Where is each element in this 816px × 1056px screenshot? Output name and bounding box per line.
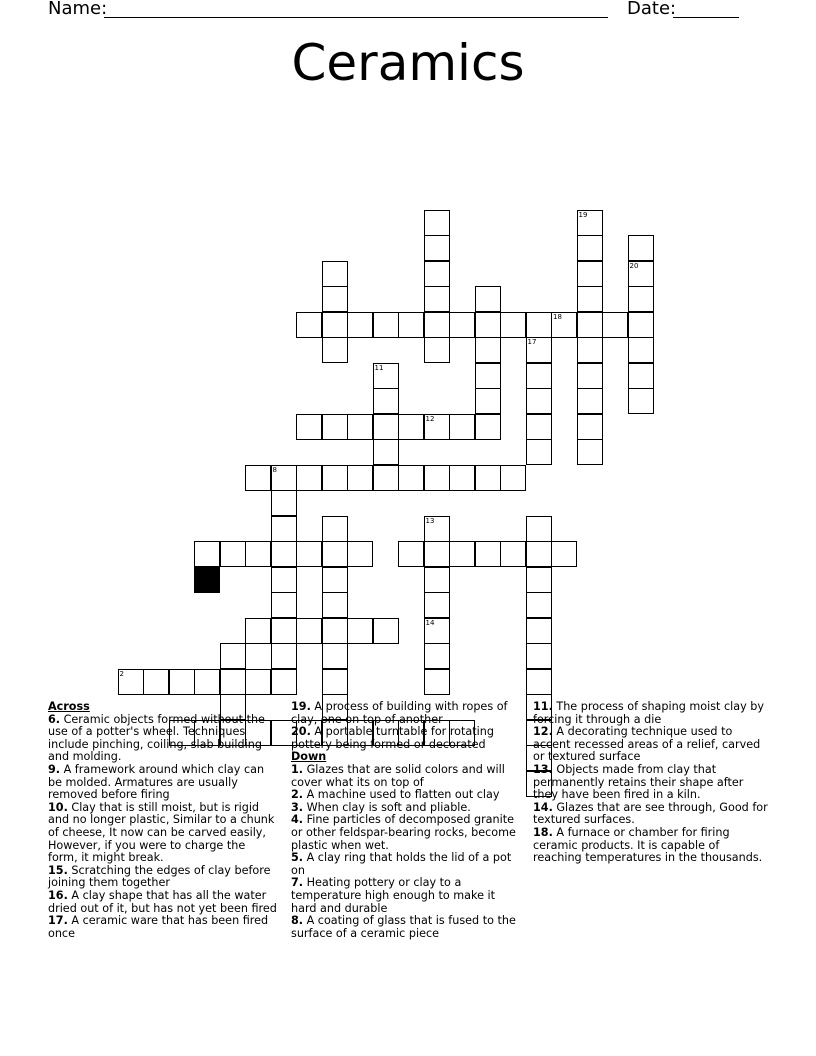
crossword-cell[interactable] xyxy=(577,388,603,414)
crossword-cell[interactable] xyxy=(373,363,399,389)
clue-text: A ceramic ware that has been fired once xyxy=(48,914,269,940)
clue-text: A coating of glass that is fused to the surface of a ceramic piece xyxy=(291,914,516,940)
crossword-cell[interactable] xyxy=(322,414,348,440)
crossword-cell[interactable] xyxy=(526,643,552,669)
clue-text: A clay ring that holds the lid of a pot on xyxy=(291,851,512,877)
clue-number: 11. xyxy=(533,700,553,713)
clue-text: A decorating technique used to accent recessed areas of a relief, carved or textured surface xyxy=(533,725,761,764)
clue-text: The process of shaping moist clay by forcing it through a die xyxy=(533,700,765,726)
crossword-cell[interactable] xyxy=(322,592,348,618)
crossword-cell[interactable] xyxy=(526,388,552,414)
crossword-cell[interactable] xyxy=(296,618,322,644)
clue-number: 18 xyxy=(553,312,562,321)
crossword-cell[interactable] xyxy=(322,286,348,312)
crossword-cell[interactable] xyxy=(500,465,526,491)
clue-text: Glazes that are see through, Good for textured surfaces. xyxy=(533,800,768,827)
clue-text: Objects made from clay that permanently retains their shape after they have been fired in a kiln. xyxy=(533,762,744,802)
clue-text: A process of building with ropes of clay, one on top of another xyxy=(291,700,508,726)
crossword-cell[interactable] xyxy=(577,235,603,261)
page-title: Ceramics xyxy=(291,34,525,92)
clue-number: 19. xyxy=(291,700,311,713)
clue-text: A portable turntable for rotating pottery being formed or decorated xyxy=(291,725,494,751)
crossword-cell[interactable] xyxy=(577,363,603,389)
crossword-cell[interactable] xyxy=(271,643,297,669)
crossword-cell[interactable] xyxy=(424,465,450,491)
crossword-cell[interactable] xyxy=(245,669,271,695)
crossword-cell[interactable] xyxy=(424,235,450,261)
crossword-cell[interactable] xyxy=(449,541,475,567)
crossword-cell[interactable] xyxy=(602,312,628,338)
clue xyxy=(48,890,278,915)
crossword-cell[interactable] xyxy=(475,388,501,414)
clue-text: Heating pottery or clay to a temperature high enough to make it hard and durable xyxy=(291,876,496,915)
clue-text: Scratching the edges of clay before joining them together xyxy=(48,863,271,890)
clue-text: A furnace or chamber for firing ceramic products. It is capable of reaching temperatures in the thousands. xyxy=(533,825,763,865)
clue-text: Clay that is still moist, but is rigid and no longer plastic, Similar to a chunk of cheese, It now can be carved easily, However, if you were to charge the form, it might break. xyxy=(48,800,275,865)
clues-column-2 xyxy=(291,701,521,940)
crossword-cell[interactable] xyxy=(424,618,450,644)
clue-number: 13 xyxy=(425,516,435,525)
clue-number: 16. xyxy=(48,888,68,902)
clue xyxy=(533,726,769,764)
crossword-cell[interactable] xyxy=(424,414,450,440)
crossword-cell[interactable] xyxy=(373,618,399,644)
crossword-cell[interactable] xyxy=(628,261,654,287)
clue-number: 7. xyxy=(291,876,304,890)
clue-number: 5 xyxy=(196,567,201,576)
crossword-cell[interactable] xyxy=(322,669,348,695)
clues-column-3 xyxy=(533,701,769,865)
crossword-cell[interactable] xyxy=(475,363,501,389)
clue-number: 8. xyxy=(291,914,304,928)
crossword-cell[interactable] xyxy=(475,286,501,312)
crossword-cell[interactable] xyxy=(526,541,552,567)
crossword-cell[interactable] xyxy=(577,439,603,465)
crossword-cell[interactable] xyxy=(271,592,297,618)
clue-number: 1. xyxy=(291,762,304,776)
crossword-cell[interactable] xyxy=(118,669,144,695)
clue-number: 13. xyxy=(533,762,553,776)
crossword-cell[interactable] xyxy=(424,261,450,287)
clue-number: 6. xyxy=(48,712,61,726)
clue xyxy=(533,764,769,802)
crossword-cell[interactable] xyxy=(628,286,654,312)
crossword-cell[interactable] xyxy=(526,312,552,338)
crossword-cell[interactable] xyxy=(398,465,424,491)
crossword-cell[interactable] xyxy=(526,414,552,440)
clue xyxy=(48,915,278,940)
clue-text: When clay is soft and pliable. xyxy=(303,800,471,814)
clue-number: 2. xyxy=(291,788,304,802)
clue-number: 17 xyxy=(527,338,537,346)
clue-text: A machine used to flatten out clay xyxy=(303,788,500,802)
clue-number: 14. xyxy=(533,800,553,814)
crossword-cell[interactable] xyxy=(526,337,552,363)
clue xyxy=(533,827,769,865)
crossword-cell[interactable] xyxy=(398,312,424,338)
crossword-cell[interactable] xyxy=(424,669,450,695)
clue xyxy=(48,865,278,890)
clue-number: 15. xyxy=(48,863,68,877)
crossword-cell[interactable] xyxy=(373,414,399,440)
crossword-cell[interactable] xyxy=(526,618,552,644)
crossword-cell[interactable] xyxy=(245,541,271,567)
clue xyxy=(533,701,769,726)
crossword-cell[interactable] xyxy=(373,388,399,414)
clue-number: 5. xyxy=(291,851,304,865)
crossword-cell[interactable] xyxy=(449,465,475,491)
clue-number: 18. xyxy=(533,825,553,839)
crossword-cell[interactable] xyxy=(347,541,373,567)
crossword-cell[interactable] xyxy=(551,312,577,338)
crossword-cell[interactable] xyxy=(577,261,603,287)
crossword-cell[interactable] xyxy=(551,541,577,567)
crossword-cell[interactable] xyxy=(628,337,654,363)
clue xyxy=(533,802,769,827)
crossword-cell[interactable] xyxy=(526,669,552,695)
crossword-cell[interactable] xyxy=(220,541,246,567)
crossword-cell[interactable] xyxy=(424,286,450,312)
clue-number: 14 xyxy=(425,618,435,627)
clues-column-1 xyxy=(48,701,278,940)
crossword-cell[interactable] xyxy=(475,541,501,567)
crossword-cell[interactable] xyxy=(322,567,348,593)
clue-number: 9. xyxy=(48,762,61,776)
crossword-cell[interactable] xyxy=(424,541,450,567)
crossword-cell[interactable] xyxy=(424,337,450,363)
crossword-cell[interactable] xyxy=(322,312,348,338)
clue-number: 12. xyxy=(533,725,553,739)
crossword-cell[interactable] xyxy=(220,643,246,669)
crossword-cell[interactable] xyxy=(500,312,526,338)
clue-number: 19 xyxy=(578,210,588,219)
crossword-cell[interactable] xyxy=(373,439,399,465)
clue-number: 4. xyxy=(291,813,304,827)
clue xyxy=(291,877,521,915)
crossword-cell[interactable] xyxy=(424,592,450,618)
clue xyxy=(291,915,521,940)
clue-text: Glazes that are solid colors and will cover what its on top of xyxy=(291,762,505,789)
crossword-cell[interactable] xyxy=(322,337,348,363)
crossword-cell[interactable] xyxy=(475,312,501,338)
clue-number: 20 xyxy=(629,261,639,270)
crossword-cell[interactable] xyxy=(475,414,501,440)
clue-text: A framework around which clay can be molded. Armatures are usually removed before firing xyxy=(48,762,265,802)
clue-number: 10. xyxy=(48,800,68,814)
down-heading: Down xyxy=(291,750,327,764)
crossword-cell[interactable] xyxy=(373,465,399,491)
crossword-cell[interactable] xyxy=(526,516,552,542)
crossword-cell[interactable] xyxy=(220,669,246,695)
black-cell xyxy=(194,567,220,593)
date-label: Date: xyxy=(627,0,677,19)
crossword-cell[interactable] xyxy=(271,669,297,695)
clue-text: Fine particles of decomposed granite or other feldspar-bearing rocks, become plastic when wet. xyxy=(291,813,516,852)
crossword-cell[interactable] xyxy=(424,312,450,338)
clue-text: A clay shape that has all the water dried out of it, but has not yet been fired xyxy=(48,888,277,915)
clue xyxy=(48,714,278,764)
crossword-cell[interactable] xyxy=(169,669,195,695)
clue xyxy=(48,764,278,802)
clue-number: 12 xyxy=(425,414,435,423)
crossword-cell[interactable] xyxy=(347,414,373,440)
crossword-cell[interactable] xyxy=(245,618,271,644)
crossword-cell[interactable] xyxy=(271,618,297,644)
crossword-cell[interactable] xyxy=(475,337,501,363)
crossword-cell[interactable] xyxy=(500,541,526,567)
crossword-cell[interactable] xyxy=(628,235,654,261)
crossword-cell[interactable] xyxy=(194,669,220,695)
clue-number: 20. xyxy=(291,725,311,739)
crossword-cell[interactable] xyxy=(296,465,322,491)
crossword-cell[interactable] xyxy=(424,643,450,669)
crossword-cell[interactable] xyxy=(577,210,603,236)
across-heading: Across xyxy=(48,700,90,713)
clue xyxy=(291,814,521,852)
crossword-cell[interactable] xyxy=(475,465,501,491)
crossword-cell[interactable] xyxy=(449,414,475,440)
crossword-cell[interactable] xyxy=(322,516,348,542)
clue xyxy=(291,764,521,789)
crossword-cell[interactable] xyxy=(424,516,450,542)
crossword-cell[interactable] xyxy=(322,618,348,644)
clue xyxy=(291,701,521,726)
crossword-cell[interactable] xyxy=(526,567,552,593)
crossword-cell[interactable] xyxy=(322,261,348,287)
clue-text: Ceramic objects formed without the use of a potter's wheel. Techniques include pinching, coiling, slab building and molding. xyxy=(48,712,265,764)
crossword-cell[interactable] xyxy=(449,312,475,338)
crossword-cell[interactable] xyxy=(143,669,169,695)
crossword-cell[interactable] xyxy=(271,567,297,593)
crossword-cell[interactable] xyxy=(628,363,654,389)
crossword-cell[interactable] xyxy=(271,516,297,542)
crossword-cell[interactable] xyxy=(271,465,297,491)
crossword-cell[interactable] xyxy=(296,312,322,338)
crossword-cell[interactable] xyxy=(194,541,220,567)
clue-number: 11 xyxy=(374,363,384,372)
crossword-cell[interactable] xyxy=(398,414,424,440)
crossword-cell[interactable] xyxy=(347,465,373,491)
crossword-cell[interactable] xyxy=(296,541,322,567)
clue xyxy=(291,726,521,751)
crossword-cell[interactable] xyxy=(628,388,654,414)
crossword-cell[interactable] xyxy=(373,312,399,338)
crossword-cell[interactable] xyxy=(347,312,373,338)
crossword-cell[interactable] xyxy=(628,312,654,338)
crossword-cell[interactable] xyxy=(526,592,552,618)
clue-number: 17. xyxy=(48,914,68,928)
crossword-cell[interactable] xyxy=(322,643,348,669)
crossword-cell[interactable] xyxy=(322,465,348,491)
clue xyxy=(48,802,278,865)
name-label: Name: xyxy=(48,0,108,19)
crossword-cell[interactable] xyxy=(424,210,450,236)
crossword-cell[interactable] xyxy=(398,541,424,567)
clue-number: 8 xyxy=(272,465,277,474)
crossword-cell[interactable] xyxy=(245,465,271,491)
clue xyxy=(291,852,521,877)
crossword-cell[interactable] xyxy=(347,618,373,644)
crossword-cell[interactable] xyxy=(271,490,297,516)
crossword-cell[interactable] xyxy=(526,363,552,389)
crossword-cell[interactable] xyxy=(577,414,603,440)
crossword-cell[interactable] xyxy=(526,439,552,465)
crossword-cell[interactable] xyxy=(424,567,450,593)
crossword-cell[interactable] xyxy=(577,337,603,363)
crossword-cell[interactable] xyxy=(577,286,603,312)
crossword-cell[interactable] xyxy=(271,541,297,567)
clue-number: 3. xyxy=(291,800,304,814)
clue-number: 2 xyxy=(119,669,124,678)
crossword-cell[interactable] xyxy=(322,541,348,567)
crossword-cell[interactable] xyxy=(296,414,322,440)
crossword-cell[interactable] xyxy=(577,312,603,338)
